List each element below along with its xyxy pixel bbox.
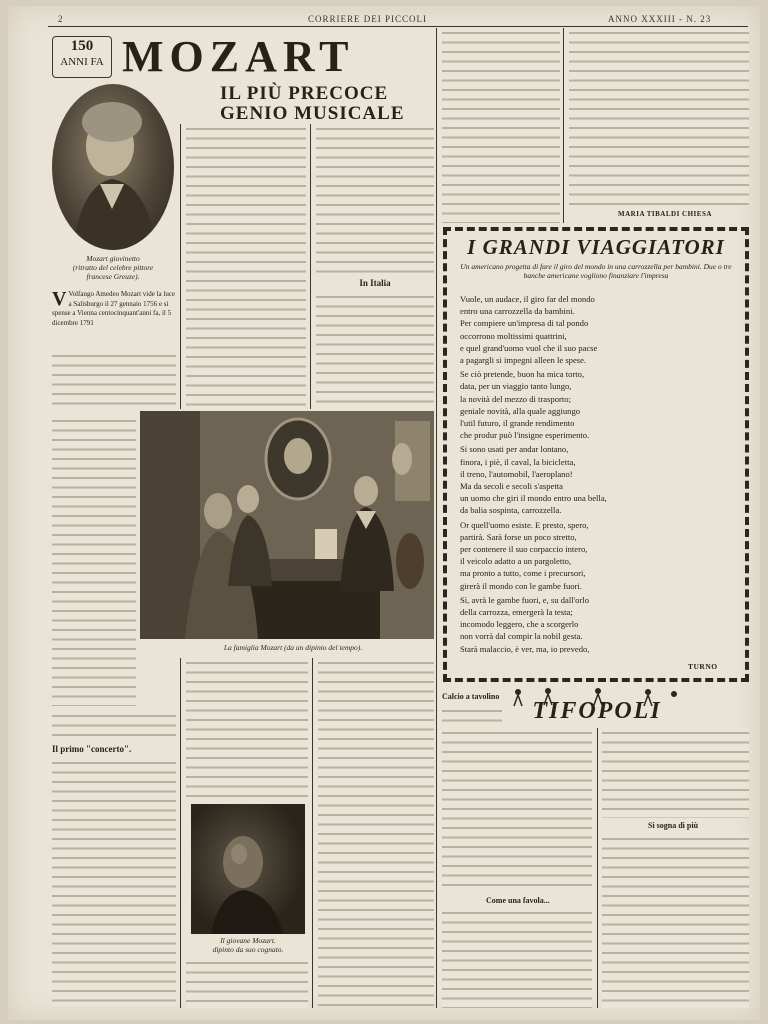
portrait-caption-2: (ritratto del celebre pittore [72, 263, 154, 272]
poem-line: il veicolo adatto a un pargoletto, [460, 556, 572, 567]
mozart-family-painting [140, 411, 434, 639]
poem-line: girerà il mondo con le gambe fuori. [460, 580, 582, 591]
poem-line: Or quell'uomo esiste. E presto, spero, [460, 519, 589, 530]
column-rule [563, 28, 564, 223]
viaggiatori-title: I GRANDI VIAGGIATORI [467, 235, 725, 259]
article-text-column [602, 834, 749, 1008]
article-text-column [442, 28, 560, 223]
portrait-caption-3: francese Greuze). [86, 272, 140, 281]
poem-line: Ma da secoli e secoli s'aspetta [460, 481, 563, 492]
poem-line: ma pronto a tutto, come i precursori, [460, 568, 586, 579]
column-rule [597, 728, 598, 1008]
column-rule [180, 124, 181, 409]
poem-line: geniale novità, alla quale aggiungo [460, 405, 581, 416]
poem-line: occorrono moltissimi quattrini, [460, 330, 567, 341]
young-mozart-caption [186, 936, 310, 954]
article-signature: MARIA TIBALDI CHIESA [618, 210, 712, 218]
article-text-column [52, 351, 176, 411]
poem-line: l'util futuro, il grande rendimento [460, 418, 575, 429]
poem-line: Se ciò pretende, buon ha mica torto, [460, 369, 585, 380]
poem-line: finora, i piè, il caval, la bicicletta, [460, 456, 576, 467]
poem-line: partirà. Sarà forse un poco stretto, [460, 531, 577, 542]
badge-years: 150 [70, 38, 94, 54]
lede-text: Volfango Amedeo Mozart vide la luce a Salisburgo il 27 gennaio 1756 e si spense a Vienna centocinquant'anni fa, il 5 dicembre 1791 [52, 290, 176, 327]
article-subtitle-1: IL PIÙ PRECOCE [220, 83, 389, 104]
issue-number: ANNO XXXIII - N. 23 [608, 14, 712, 24]
viaggiatori-poem [460, 293, 742, 653]
article-text-column [186, 658, 308, 798]
poem-line: e quel grand'uomo vuol che il suo pacse [460, 342, 598, 353]
article-text-column [569, 28, 749, 206]
column-rule [310, 124, 311, 409]
article-text-column [52, 416, 136, 706]
poem-line: il treno, l'automobil, l'aeroplano! [460, 468, 573, 479]
article-text-column [442, 908, 592, 1008]
poem-line: Starà malaccio, è ver, ma, io prevedo, [460, 643, 590, 653]
newspaper-page [8, 6, 760, 1020]
page-number: 2 [58, 14, 64, 24]
column-rule [436, 28, 437, 1008]
young-mozart-image [191, 804, 305, 934]
poem-line: Vuole, un audace, il giro far del mondo [460, 294, 595, 304]
tifopoli-section-sogna: Si sogna di più [648, 821, 699, 830]
anniversary-badge [52, 36, 112, 78]
column-rule [180, 658, 181, 1008]
tifopoli-title: TIFOPOLI [532, 698, 662, 724]
poem-line: che produr può l'insigne esperimento. [460, 430, 590, 441]
poem-line: a pagargli si impegni alleen le spese. [460, 355, 587, 366]
article-text-column [318, 658, 434, 1006]
article-subtitle-2: GENIO MUSICALE [220, 103, 405, 124]
poem-line: della carrozza, emergerà la testa; [460, 607, 573, 618]
article-text-column [442, 728, 592, 893]
tifopoli-banner [508, 686, 684, 724]
lede-paragraph: V Volfango Amedeo Mozart vide la luce a Salisburgo il 27 gennaio 1756 e si spense a Vienna centocinquant'anni fa, il 5 dicembre 1791 [52, 288, 176, 327]
masthead: CORRIERE DEI PICCOLI [308, 14, 427, 24]
portrait-caption [48, 254, 178, 281]
poem-line: Per compiere un'impresa di tal pondo [460, 318, 589, 329]
article-text-column [602, 728, 749, 818]
young-caption-1: Il giovane Mozart. [220, 936, 276, 945]
viaggiatori-intro: Un americano progetta di fare il giro del mondo in una carrozzella per bambini. Due o tre banche americane vogliono finanziare l'impresa [460, 262, 732, 280]
article-text-column [316, 124, 434, 274]
article-text-column [52, 711, 176, 739]
article-text-column [316, 292, 434, 409]
article-title: MOZART [122, 32, 355, 81]
portrait-caption-1: Mozart giovinetto [86, 254, 140, 263]
article-text-column [52, 758, 176, 1006]
viaggiatori-signature: TURNO [688, 662, 718, 671]
poem-line: Si sono usati per andar lontano, [460, 444, 569, 455]
poem-line: incomodo leggero, che a scorgerlo [460, 619, 579, 630]
poem-line: non vorrà dal compir la nobil gesta. [460, 631, 583, 642]
poem-line: un uomo che giri il mondo entro una bella, [460, 493, 607, 504]
section-heading-in-italia: In Italia [359, 278, 391, 288]
poem-line: per contenere il suo corpaccio intero, [460, 544, 588, 555]
young-caption-2: dipinto da suo cognato. [212, 945, 284, 954]
poem-line: Sì, avrà le gambe fuori, e, su dall'orlo [460, 594, 589, 605]
family-painting-caption: La famiglia Mozart (da un dipinto del tempo). [223, 643, 363, 652]
header-rule [48, 26, 748, 27]
article-text-column [186, 124, 306, 409]
section-heading-primo-concerto: Il primo "concerto". [52, 744, 132, 754]
poem-line: la novità del mezzo di trasporto; [460, 393, 571, 404]
poem-line: entro una carrozzella da bambini. [460, 306, 575, 317]
column-rule [312, 658, 313, 1008]
article-text-column [186, 958, 308, 1008]
badge-label: ANNI FA [60, 56, 104, 68]
poem-line: da balia sospinta, carrozzella. [460, 505, 562, 516]
mozart-portrait-image [52, 84, 174, 250]
poem-line: data, per un viaggio tanto lungo, [460, 381, 572, 392]
tifopoli-section-favola: Come una favola... [486, 896, 550, 905]
tifopoli-section-calcio: Calcio a tavolino [442, 692, 500, 701]
